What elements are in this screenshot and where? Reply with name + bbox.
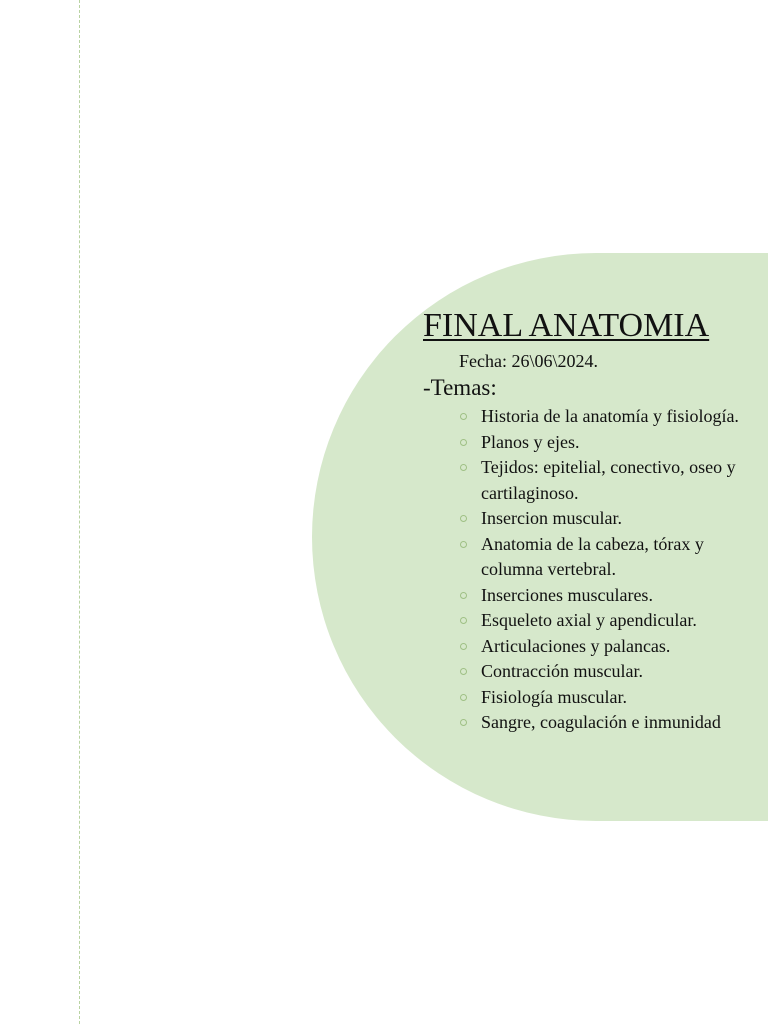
circle-bullet-icon — [460, 464, 467, 471]
topic-item — [481, 659, 768, 685]
topics-heading: -Temas: — [423, 375, 497, 400]
topic-text: Anatomia de la cabeza, tórax y columna vertebral. — [481, 533, 704, 579]
topic-text: Contracción muscular. — [481, 661, 643, 681]
circle-bullet-icon — [460, 643, 467, 650]
topic-text: Inserciones musculares. — [481, 584, 653, 605]
topic-item — [481, 506, 768, 532]
circle-bullet-icon — [460, 617, 467, 624]
circle-bullet-icon — [460, 694, 467, 701]
topic-text: Articulaciones y palancas. — [481, 635, 671, 656]
document-title: FINAL ANATOMIA — [423, 307, 710, 344]
topic-text: Sangre, coagulación e inmunidad — [481, 712, 721, 732]
date-line: Fecha: 26\06\2024. — [459, 351, 598, 371]
circle-bullet-icon — [460, 515, 467, 522]
topic-text: Insercion muscular. — [481, 508, 622, 528]
page-margin-line — [79, 0, 80, 1024]
topic-text: Planos y ejes. — [481, 431, 580, 452]
topic-text: Fisiología muscular. — [481, 686, 627, 707]
topic-item — [481, 404, 768, 430]
topic-item — [481, 608, 768, 634]
circle-bullet-icon — [460, 413, 467, 420]
topic-item — [481, 583, 768, 609]
topic-item — [481, 455, 768, 506]
topic-item — [481, 430, 768, 456]
topic-item — [481, 634, 768, 660]
topic-text: Tejidos: epitelial, conectivo, oseo y cartilaginoso. — [481, 457, 736, 503]
topic-item — [481, 532, 768, 583]
circle-bullet-icon — [460, 668, 467, 675]
circle-bullet-icon — [460, 719, 467, 726]
topic-item — [481, 710, 768, 736]
circle-bullet-icon — [460, 439, 467, 446]
topic-text: Historia de la anatomía y fisiología. — [481, 406, 739, 426]
topic-item — [481, 685, 768, 711]
document-content — [423, 304, 768, 736]
topic-text: Esqueleto axial y apendicular. — [481, 610, 697, 630]
topics-list — [423, 404, 768, 736]
circle-bullet-icon — [460, 592, 467, 599]
circle-bullet-icon — [460, 541, 467, 548]
